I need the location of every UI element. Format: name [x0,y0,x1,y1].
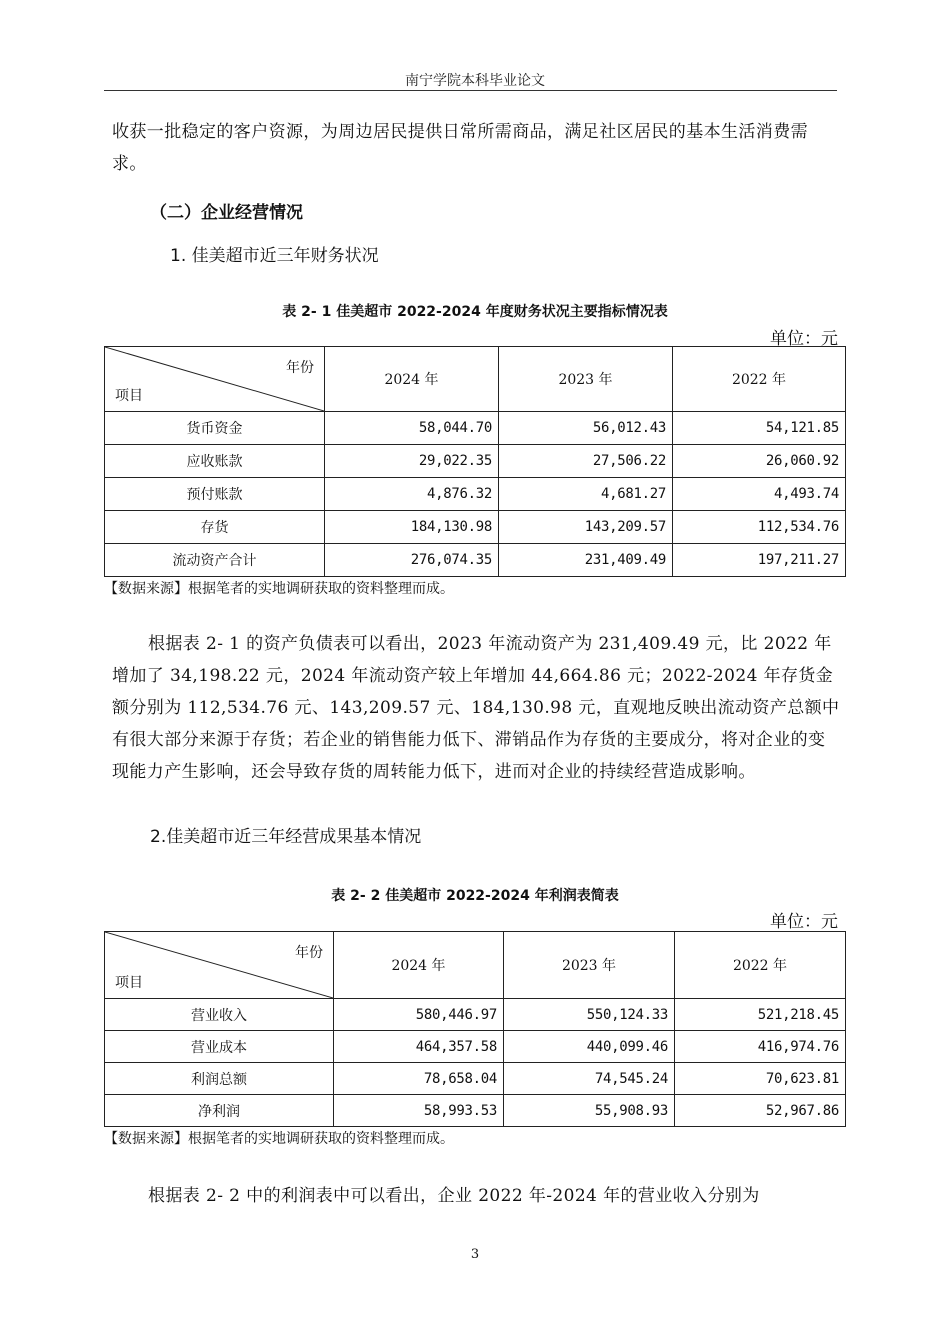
cell-value: 4,493.74 [673,478,846,511]
table2-year-col: 2023 年 [504,932,675,999]
subheading-operations: 2.佳美超市近三年经营成果基本情况 [150,827,422,847]
cell-value: 29,022.35 [325,445,499,478]
row-label: 应收账款 [105,445,325,478]
cell-value: 550,124.33 [504,999,675,1031]
table1-year-col: 2022 年 [673,347,846,412]
intro-paragraph: 收获一批稳定的客户资源，为周边居民提供日常所需商品，满足社区居民的基本生活消费需求。 [112,122,808,174]
row-label: 营业成本 [105,1031,334,1063]
row-label: 货币资金 [105,412,325,445]
subheading-financial: 1. 佳美超市近三年财务状况 [170,246,379,266]
cell-value: 521,218.45 [675,999,846,1031]
table-row [105,511,846,544]
table2-year-col: 2022 年 [675,932,846,999]
table-row [105,999,846,1031]
financial-position-table [104,346,846,577]
table2-year-header: 年份 [295,945,323,961]
cell-value: 440,099.46 [504,1031,675,1063]
cell-value: 27,506.22 [499,445,673,478]
row-label: 存货 [105,511,325,544]
table2-source-note: 【数据来源】根据笔者的实地调研获取的资料整理而成。 [104,1131,454,1147]
cell-value: 56,012.43 [499,412,673,445]
cell-value: 58,993.53 [334,1095,504,1127]
cell-value: 70,623.81 [675,1063,846,1095]
table-row [105,1095,846,1127]
table-row [105,544,846,577]
row-label: 净利润 [105,1095,334,1127]
table2-header-row [105,932,846,999]
cell-value: 184,130.98 [325,511,499,544]
cell-value: 143,209.57 [499,511,673,544]
cell-value: 52,967.86 [675,1095,846,1127]
running-header: 南宁学院本科毕业论文 [405,73,545,89]
cell-value: 74,545.24 [504,1063,675,1095]
header-rule [104,90,837,91]
cell-value: 58,044.70 [325,412,499,445]
cell-value: 580,446.97 [334,999,504,1031]
cell-value: 4,876.32 [325,478,499,511]
cell-value: 55,908.93 [504,1095,675,1127]
cell-value: 276,074.35 [325,544,499,577]
analysis-paragraph-2: 根据表 2- 2 中的利润表中可以看出，企业 2022 年-2024 年的营业收入分别为 [148,1186,760,1206]
cell-value: 231,409.49 [499,544,673,577]
cell-value: 78,658.04 [334,1063,504,1095]
page-number: 3 [470,1247,480,1262]
analysis-paragraph-1: 根据表 2- 1 的资产负债表可以看出，2023 年流动资产为 231,409.49 元，比 2022 年增加了 34,198.22 元，2024 年流动资产较上年增加 44,664.86 元；2022-2024 年存货金额分别为 112,534.76 元、143,209.57 元、184,130.98 元，直观地反映出流动资产总额中有很大部分来源于存货；若企业的销售能力低下、滞销品作为存货的主要成分，将对企业的变现能力产生影响，还会导致存货的周转能力低下，进而对企业的持续经营造成影响。 [112,634,840,782]
table2-unit: 单位：元 [770,912,838,932]
table2-item-header: 项目 [115,975,143,991]
table-row [105,1031,846,1063]
income-statement-table [104,931,846,1127]
table2-year-col: 2024 年 [334,932,504,999]
table1-source-note: 【数据来源】根据笔者的实地调研获取的资料整理而成。 [104,581,454,597]
cell-value: 112,534.76 [673,511,846,544]
row-label: 流动资产合计 [105,544,325,577]
row-label: 营业收入 [105,999,334,1031]
table-row [105,445,846,478]
table2-diagonal-header [105,932,334,999]
row-label: 预付账款 [105,478,325,511]
cell-value: 54,121.85 [673,412,846,445]
table-row [105,1063,846,1095]
table1-caption: 表 2- 1 佳美超市 2022-2024 年度财务状况主要指标情况表 [282,304,668,320]
cell-value: 416,974.76 [675,1031,846,1063]
section-heading: （二）企业经营情况 [150,203,303,223]
table-row [105,478,846,511]
table1-item-header: 项目 [115,388,143,404]
table1-year-col: 2024 年 [325,347,499,412]
cell-value: 26,060.92 [673,445,846,478]
cell-value: 197,211.27 [673,544,846,577]
cell-value: 4,681.27 [499,478,673,511]
table1-unit: 单位：元 [770,329,838,349]
cell-value: 464,357.58 [334,1031,504,1063]
table-row [105,412,846,445]
table1-diagonal-header [105,347,325,412]
table2-caption: 表 2- 2 佳美超市 2022-2024 年利润表简表 [331,888,619,904]
table1-year-col: 2023 年 [499,347,673,412]
table1-year-header: 年份 [286,360,314,376]
table1-header-row [105,347,846,412]
row-label: 利润总额 [105,1063,334,1095]
